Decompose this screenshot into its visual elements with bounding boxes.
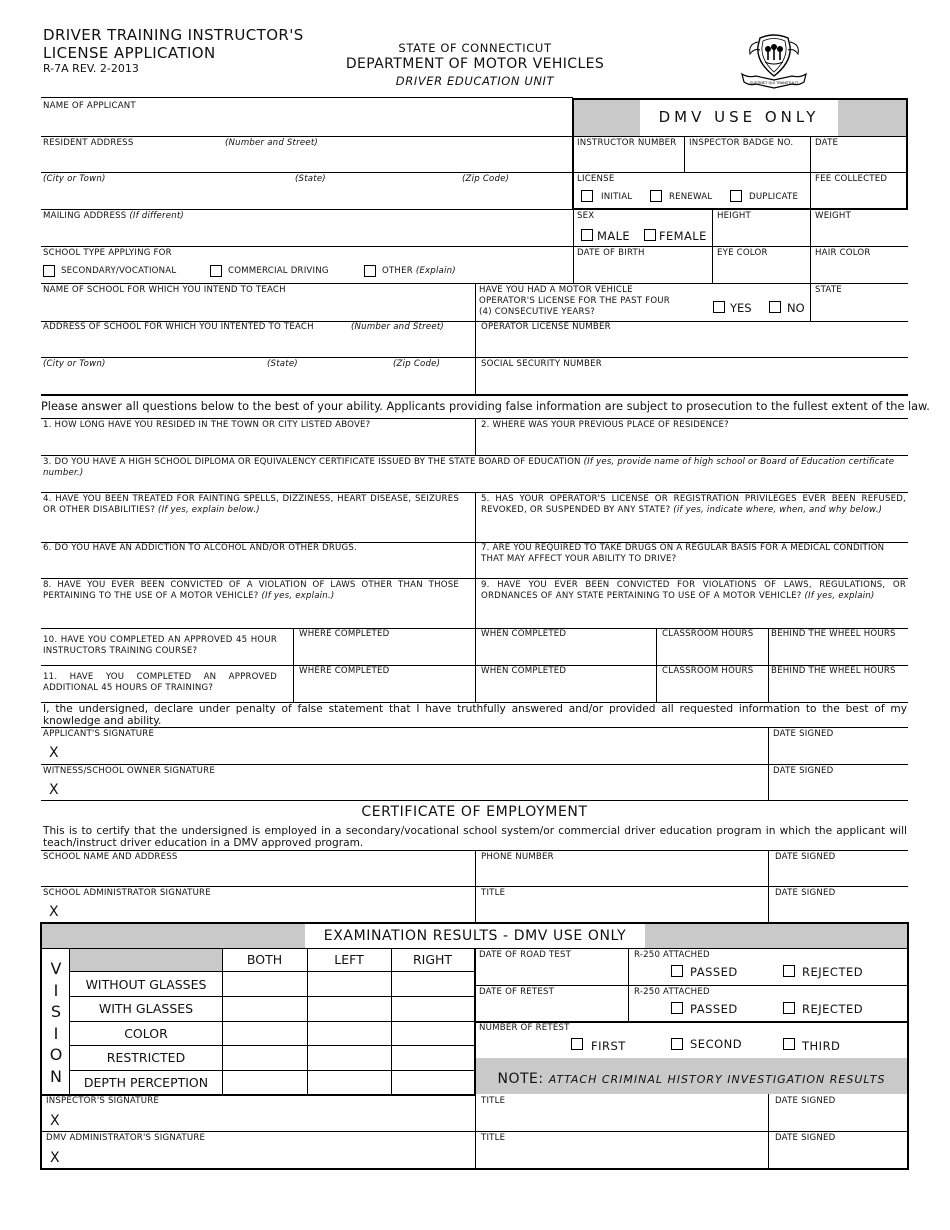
mailing-address-text: MAILING ADDRESS [43, 211, 127, 221]
divider [475, 492, 476, 628]
cert-title-label: TITLE [481, 888, 506, 898]
retest-second-label: SECOND [690, 1037, 743, 1051]
question-8-note: (If yes, explain.) [261, 591, 335, 601]
divider [810, 136, 811, 209]
q11-where-label: WHERE COMPLETED [299, 666, 390, 676]
question-2-answer[interactable] [481, 432, 905, 453]
question-2: 2. WHERE WAS YOUR PREVIOUS PLACE OF RESIDENCE? [481, 420, 729, 430]
dmv-admin-title-label: TITLE [481, 1133, 506, 1143]
divider [712, 209, 713, 284]
note-label: NOTE: [497, 1071, 544, 1087]
vision-letter: I [53, 1023, 59, 1043]
question-10: 10. HAVE YOU COMPLETED AN APPROVED 45 HOUR INSTRUCTORS TRAINING COURSE? [43, 635, 277, 656]
divider [69, 1070, 475, 1071]
vision-col-left: LEFT [334, 952, 364, 967]
vision-letter: S [50, 1002, 62, 1022]
state-hint: (State) [295, 174, 326, 184]
form-number: R-7A REV. 2-2013 [43, 62, 139, 75]
four-years-license-question: HAVE YOU HAD A MOTOR VEHICLE OPERATOR'S LICENSE FOR THE PAST FOUR (4) CONSECUTIVE YEARS? [479, 285, 670, 317]
school-admin-signature-label: SCHOOL ADMINISTRATOR SIGNATURE [43, 888, 211, 898]
question-1-answer[interactable] [43, 432, 471, 453]
exam-results-title: EXAMINATION RESULTS - DMV USE ONLY [323, 928, 627, 944]
city-hint: (City or Town) [43, 174, 106, 184]
declaration-text: I, the undersigned, declare under penalty of false statement that I have truthfully answered and/or provided all requested information to the best of my knowledge and ability. [43, 703, 907, 727]
license-initial-checkbox[interactable] [581, 190, 593, 202]
sex-label: SEX [577, 211, 595, 221]
divider [768, 850, 769, 922]
question-11: 11. HAVE YOU COMPLETED AN APPROVED ADDITIONAL 45 HOURS OF TRAINING? [43, 672, 277, 693]
divider [810, 209, 811, 321]
divider [69, 1021, 475, 1022]
school-name-label: NAME OF SCHOOL FOR WHICH YOU INTEND TO TEACH [43, 285, 286, 295]
license-renewal-checkbox[interactable] [650, 190, 662, 202]
resident-address-input[interactable] [43, 150, 569, 170]
retest-date-label: DATE OF RETEST [479, 987, 555, 997]
number-street-hint: (Number and Street) [225, 138, 318, 148]
retest-second-checkbox[interactable] [671, 1038, 683, 1050]
if-different-hint: (If different) [129, 211, 184, 221]
vision-letter: V [50, 959, 62, 978]
divider [69, 1045, 475, 1046]
top-rule [41, 97, 573, 98]
phone-number-label: PHONE NUMBER [481, 852, 554, 862]
divider [69, 971, 475, 972]
license-duplicate-checkbox[interactable] [730, 190, 742, 202]
unit-heading: DRIVER EDUCATION UNIT [395, 74, 555, 88]
form-title-line1: DRIVER TRAINING INSTRUCTOR'S [43, 26, 304, 44]
divider [41, 246, 908, 247]
vision-letter: I [53, 980, 59, 1000]
vision-letter: N [50, 1066, 62, 1086]
inspector-signature-field[interactable] [66, 1109, 470, 1129]
inspector-badge-label: INSPECTOR BADGE NO. [689, 138, 794, 148]
question-1: 1. HOW LONG HAVE YOU RESIDED IN THE TOWN OR CITY LISTED ABOVE? [43, 420, 371, 430]
divider [573, 209, 574, 284]
operator-license-number-input[interactable] [481, 334, 905, 355]
witness-signature-field[interactable] [66, 779, 764, 799]
dmv-admin-signature-label: DMV ADMINISTRATOR'S SIGNATURE [46, 1133, 206, 1143]
road-test-passed-label: PASSED [690, 965, 738, 979]
inspector-signature-label: INSPECTOR'S SIGNATURE [46, 1096, 159, 1106]
secondary-vocational-checkbox[interactable] [43, 265, 55, 277]
question-4 [43, 494, 459, 516]
note-message: ATTACH CRIMINAL HISTORY INVESTIGATION RESULTS [548, 1073, 886, 1086]
question-4-text: 4. HAVE YOU BEEN TREATED FOR FAINTING SPELLS, DIZZINESS, HEART DISEASE, SEIZURES OR OTHER DISABILITIES? [43, 494, 459, 515]
vision-letter: O [49, 1045, 63, 1065]
road-test-rejected-checkbox[interactable] [783, 965, 795, 977]
other-school-type-label [382, 266, 456, 277]
school-zip-hint: (Zip Code) [393, 359, 441, 369]
license-yes-label: YES [730, 301, 752, 315]
license-state-label: STATE [815, 285, 842, 295]
divider [41, 764, 908, 765]
question-3-answer[interactable] [43, 480, 905, 491]
school-city-hint: (City or Town) [43, 359, 106, 369]
male-label: MALE [597, 229, 631, 243]
svg-text:SUSTINET QUI TRANSTULIT: SUSTINET QUI TRANSTULIT [749, 81, 799, 85]
divider [41, 800, 908, 801]
department-heading: DEPARTMENT OF MOTOR VEHICLES [345, 56, 605, 72]
license-renewal-label: RENEWAL [669, 192, 713, 202]
license-no-checkbox[interactable] [769, 301, 781, 313]
divider [475, 283, 476, 394]
q10-behind-wheel-label: BEHIND THE WHEEL HOURS [771, 629, 896, 639]
divider [41, 727, 908, 728]
dmv-admin-signature-field[interactable] [66, 1146, 470, 1166]
divider [684, 136, 685, 173]
retest-rejected-label: REJECTED [802, 1002, 864, 1016]
female-label: FEMALE [659, 229, 707, 243]
school-name-input[interactable] [43, 297, 471, 319]
dmv-use-only-title: DMV USE ONLY [658, 108, 820, 126]
question-7: 7. ARE YOU REQUIRED TO TAKE DRUGS ON A REGULAR BASIS FOR A MEDICAL CONDITION THAT MAY AFFECT YOUR ABILITY TO DRIVE? [481, 543, 885, 564]
divider [293, 628, 294, 702]
witness-date-signed-label: DATE SIGNED [773, 766, 834, 776]
inspector-date-signed-label: DATE SIGNED [775, 1096, 836, 1106]
divider [656, 628, 657, 702]
dmv-admin-signature-x: X [50, 1150, 60, 1166]
secondary-vocational-label: SECONDARY/VOCATIONAL [61, 266, 177, 276]
instructions-text: Please answer all questions below to the best of your ability. Applicants providing false information are subject to prosecution to the fullest extent of the law. [41, 400, 930, 413]
question-9 [481, 580, 906, 602]
applicant-signature-x: X [49, 745, 59, 761]
road-test-rejected-label: REJECTED [802, 965, 864, 979]
license-duplicate-label: DUPLICATE [749, 192, 799, 202]
certificate-text: This is to certify that the undersigned is employed in a secondary/vocational school system/or commercial driver education program in which the applicant will teach/instruct driver education in a DMV approved program. [43, 825, 907, 849]
q10-when-label: WHEN COMPLETED [481, 629, 567, 639]
witness-signature-x: X [49, 782, 59, 798]
vision-col-both: BOTH [246, 952, 283, 967]
divider [475, 1094, 476, 1168]
social-security-number-label: SOCIAL SECURITY NUMBER [481, 359, 602, 369]
cert-date-signed-label: DATE SIGNED [775, 852, 836, 862]
question-6: 6. DO YOU HAVE AN ADDICTION TO ALCOHOL AND/OR OTHER DRUGS. [43, 543, 357, 553]
school-admin-signature-x: X [49, 904, 59, 920]
number-of-retest-label: NUMBER OF RETEST [479, 1023, 570, 1033]
license-label: LICENSE [577, 174, 615, 184]
divider [475, 850, 476, 922]
vision-vertical-label [44, 958, 68, 1088]
retest-rejected-checkbox[interactable] [783, 1002, 795, 1014]
operator-license-number-label: OPERATOR LICENSE NUMBER [481, 322, 611, 332]
retest-first-checkbox[interactable] [571, 1038, 583, 1050]
female-checkbox[interactable] [644, 229, 656, 241]
divider [768, 628, 769, 702]
inspector-signature-x: X [50, 1113, 60, 1129]
divider [768, 1094, 769, 1168]
road-test-r250-label: R-250 ATTACHED [634, 950, 710, 960]
question-5-text: 5. HAS YOUR OPERATOR'S LICENSE OR REGISTRATION PRIVILEGES EVER BEEN REFUSED, REVOKED, OR SUSPENDED BY ANY STATE? [481, 494, 906, 515]
instructor-number-label: INSTRUCTOR NUMBER [577, 138, 677, 148]
section-rule [41, 394, 908, 396]
school-address-input[interactable] [43, 334, 471, 355]
dmv-admin-date-signed-label: DATE SIGNED [775, 1133, 836, 1143]
vision-row-restricted: RESTRICTED [106, 1050, 186, 1065]
road-test-passed-checkbox[interactable] [671, 965, 683, 977]
cert-date-signed-2-label: DATE SIGNED [775, 888, 836, 898]
state-heading: STATE OF CONNECTICUT [398, 41, 552, 55]
license-yes-checkbox[interactable] [713, 301, 725, 313]
school-city-input[interactable] [43, 371, 471, 392]
retest-passed-label: PASSED [690, 1002, 738, 1016]
q10-where-label: WHERE COMPLETED [299, 629, 390, 639]
school-state-hint: (State) [267, 359, 298, 369]
school-address-label: ADDRESS OF SCHOOL FOR WHICH YOU INTENTED TO TEACH [43, 322, 314, 332]
dmv-date-label: DATE [815, 138, 839, 148]
note-text [476, 1068, 907, 1087]
date-of-birth-label: DATE OF BIRTH [577, 248, 645, 258]
applicant-signature-label: APPLICANT'S SIGNATURE [43, 729, 155, 739]
retest-first-label: FIRST [591, 1039, 626, 1053]
commercial-driving-checkbox[interactable] [210, 265, 222, 277]
explain-hint: (Explain) [415, 266, 456, 276]
zip-hint: (Zip Code) [462, 174, 510, 184]
witness-signature-label: WITNESS/SCHOOL OWNER SIGNATURE [43, 766, 215, 776]
weight-label: WEIGHT [815, 211, 852, 221]
male-checkbox[interactable] [581, 229, 593, 241]
q11-classroom-label: CLASSROOM HOURS [662, 666, 754, 676]
name-of-applicant-label: NAME OF APPLICANT [43, 101, 136, 111]
school-number-street-hint: (Number and Street) [351, 322, 444, 332]
mailing-address-label [43, 211, 184, 222]
question-9-text: 9. HAVE YOU EVER BEEN CONVICTED FOR VIOLATIONS OF LAWS, REGULATIONS, OR ORDNANCES OF ANY STATE PERTAINING TO USE OF A MOTOR VEHICLE? [481, 580, 906, 601]
question-4-note: (If yes, explain below.) [158, 505, 260, 515]
eye-color-label: EYE COLOR [717, 248, 768, 258]
form-title-line2: LICENSE APPLICATION [43, 44, 216, 62]
hair-color-label: HAIR COLOR [815, 248, 871, 258]
vision-corner-shade [70, 949, 222, 971]
road-test-date-label: DATE OF ROAD TEST [479, 950, 572, 960]
divider [768, 727, 769, 800]
retest-third-checkbox[interactable] [783, 1038, 795, 1050]
resident-city-input[interactable] [43, 186, 569, 206]
applicant-signature-field[interactable] [66, 742, 764, 762]
divider [475, 418, 476, 455]
question-3-note: (If yes, provide name of high school or Board of Education certificate number.) [43, 457, 895, 478]
applicant-date-signed-label: DATE SIGNED [773, 729, 834, 739]
question-3 [43, 457, 908, 479]
q11-when-label: WHEN COMPLETED [481, 666, 567, 676]
q10-classroom-label: CLASSROOM HOURS [662, 629, 754, 639]
question-8-text: 8. HAVE YOU EVER BEEN CONVICTED OF A VIOLATION OF LAWS OTHER THAN THOSE PERTAINING TO THE USE OF A MOTOR VEHICLE? [43, 580, 459, 601]
license-initial-label: INITIAL [601, 192, 633, 202]
divider [475, 628, 476, 702]
vision-row-depth-perception: DEPTH PERCEPTION [83, 1075, 209, 1090]
divider [69, 996, 475, 997]
question-8 [43, 580, 459, 602]
vision-row-with-glasses: WITH GLASSES [98, 1001, 194, 1016]
other-school-type-checkbox[interactable] [364, 265, 376, 277]
resident-address-label: RESIDENT ADDRESS [43, 138, 134, 148]
retest-passed-checkbox[interactable] [671, 1002, 683, 1014]
license-no-label: NO [787, 301, 805, 315]
question-5-note: (if yes, indicate where, when, and why below.) [673, 505, 883, 515]
retest-third-label: THIRD [802, 1039, 841, 1053]
question-9-note: (If yes, explain) [804, 591, 875, 601]
inspector-title-label: TITLE [481, 1096, 506, 1106]
divider [475, 985, 907, 986]
name-of-applicant-input[interactable] [43, 112, 569, 134]
school-type-label: SCHOOL TYPE APPLYING FOR [43, 248, 172, 258]
social-security-number-input[interactable] [481, 371, 905, 392]
vision-col-right: RIGHT [412, 952, 453, 967]
school-admin-signature-field[interactable] [66, 900, 470, 920]
divider [41, 455, 908, 456]
vision-row-without-glasses: WITHOUT GLASSES [85, 977, 207, 992]
commercial-driving-label: COMMERCIAL DRIVING [228, 266, 329, 276]
other-text: OTHER [382, 266, 413, 276]
certificate-title: CERTIFICATE OF EMPLOYMENT [361, 804, 588, 820]
question-3-text: 3. DO YOU HAVE A HIGH SCHOOL DIPLOMA OR EQUIVALENCY CERTIFICATE ISSUED BY THE STATE BOARD OF EDUCATION [43, 457, 581, 467]
school-name-address-label: SCHOOL NAME AND ADDRESS [43, 852, 178, 862]
retest-r250-label: R-250 ATTACHED [634, 987, 710, 997]
question-5 [481, 494, 906, 516]
height-label: HEIGHT [717, 211, 751, 221]
vision-row-color: COLOR [124, 1026, 168, 1041]
q11-behind-wheel-label: BEHIND THE WHEEL HOURS [771, 666, 896, 676]
fee-collected-label: FEE COLLECTED [815, 174, 888, 184]
mailing-address-input[interactable] [43, 222, 569, 244]
state-seal-logo [738, 32, 810, 90]
